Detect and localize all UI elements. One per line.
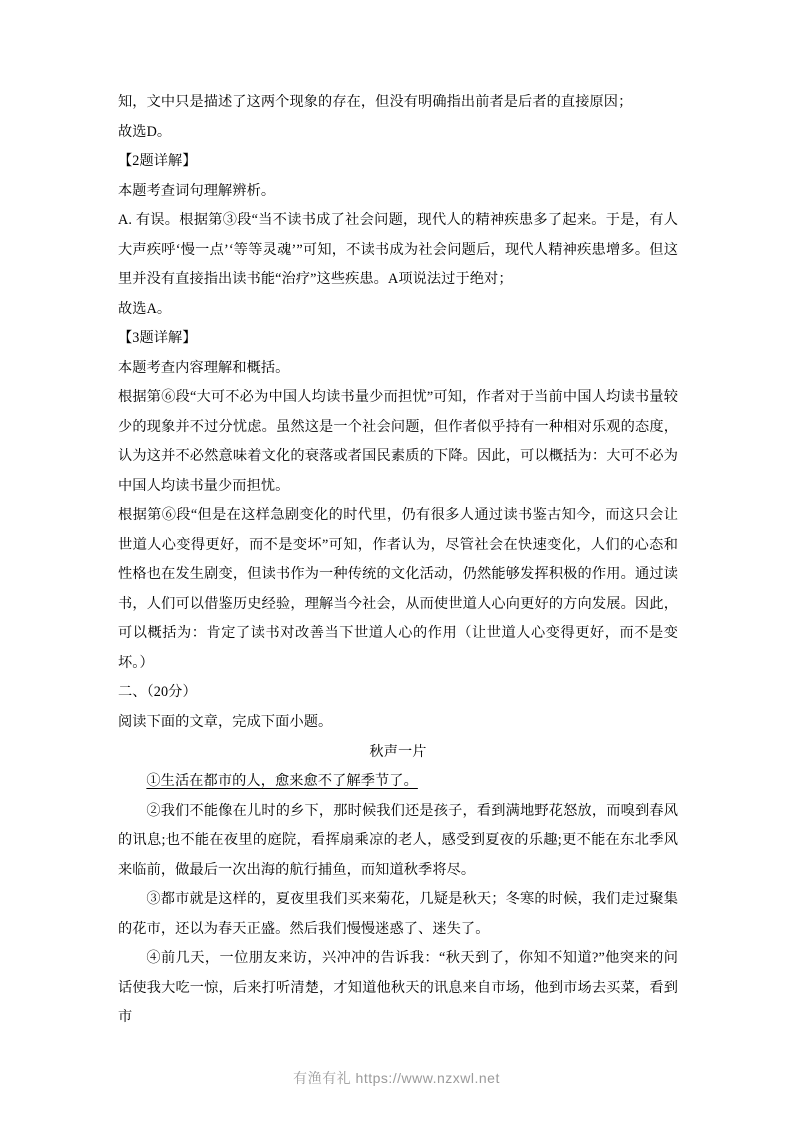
paragraph: A. 有误。根据第③段“当不读书成了社会问题，现代人的精神疾患多了起来。于是，有人大声疾呼‘慢一点’‘等等灵魂’”可知，不读书成为社会问题后，现代人精神疾患增多。但这里并没有直接指出读书能“治疗”这些疾患。A项说法过于绝对； [118,212,678,287]
paragraph: 阅读下面的文章，完成下面小题。 [118,713,333,730]
document-body [118,88,678,1033]
paragraph: ②我们不能像在儿时的乡下，那时候我们还是孩子，看到满地野花怒放，而嗅到春风的讯息;也不能在夜里的庭院，看挥扇乘凉的老人，感受到夏夜的乐趣;更不能在东北季风来临前，做最后一次出海的航行捕鱼，而知道秋季将尽。 [118,802,678,878]
paragraph: 故选D。 [118,123,172,140]
paragraph: ③都市就是这样的，夏夜里我们买来菊花，几疑是秋天；冬寒的时候，我们走过聚集的花市，还以为春天正盛。然后我们慢慢迷惑了、迷失了。 [118,891,678,937]
paragraph: 本题考查内容理解和概括。 [118,359,290,376]
article-title: 秋声一片 [369,744,427,760]
paragraph: 【2题详解】 [118,153,197,169]
page-footer-watermark: 有渔有礼 https://www.nzxwl.net [293,1070,500,1086]
paragraph: ④前几天，一位朋友来访，兴冲冲的告诉我：“秋天到了，你知不知道?”他突来的问话使我大吃一惊，后来打听清楚，才知道他秋天的讯息来自市场，他到市场去买菜，看到市 [118,950,678,1025]
paragraph [118,767,678,797]
paragraph: 【3题详解】 [118,330,197,346]
paragraph: 根据第⑥段“大可不必为中国人均读书量少而担忧”可知，作者对于当前中国人均读书量较少的现象并不过分忧虑。虽然这是一个社会问题，但作者似乎持有一种相对乐观的态度，认为这并不必然意味着文化的衰落或者国民素质的下降。因此，可以概括为：大可不必为中国人均读书量少而担忧。 [118,389,678,494]
paragraph: 二、（20分） [118,684,197,700]
paragraph: 故选A。 [118,300,172,317]
underlined-sentence: ①生活在都市的人，愈来愈不了解季节了。 [146,773,418,789]
paragraph: 本题考查词句理解辨析。 [118,182,276,199]
paragraph: 根据第⑥段“但是在这样急剧变化的时代里，仍有很多人通过读书鉴古知今，而这只会让世道人心变得更好，而不是变坏”可知，作者认为，尽管社会在快速变化，人们的心态和性格也在发生剧变，但读书作为一种传统的文化活动，仍然能够发挥积极的作用。通过读书，人们可以借鉴历史经验，理解当今社会，从而使世道人心向更好的方向发展。因此，可以概括为：肯定了读书对改善当下世道人心的作用（让世道人心变得更好，而不是变坏。） [118,507,678,671]
paragraph: 知，文中只是描述了这两个现象的存在，但没有明确指出前者是后者的直接原因； [118,94,633,110]
